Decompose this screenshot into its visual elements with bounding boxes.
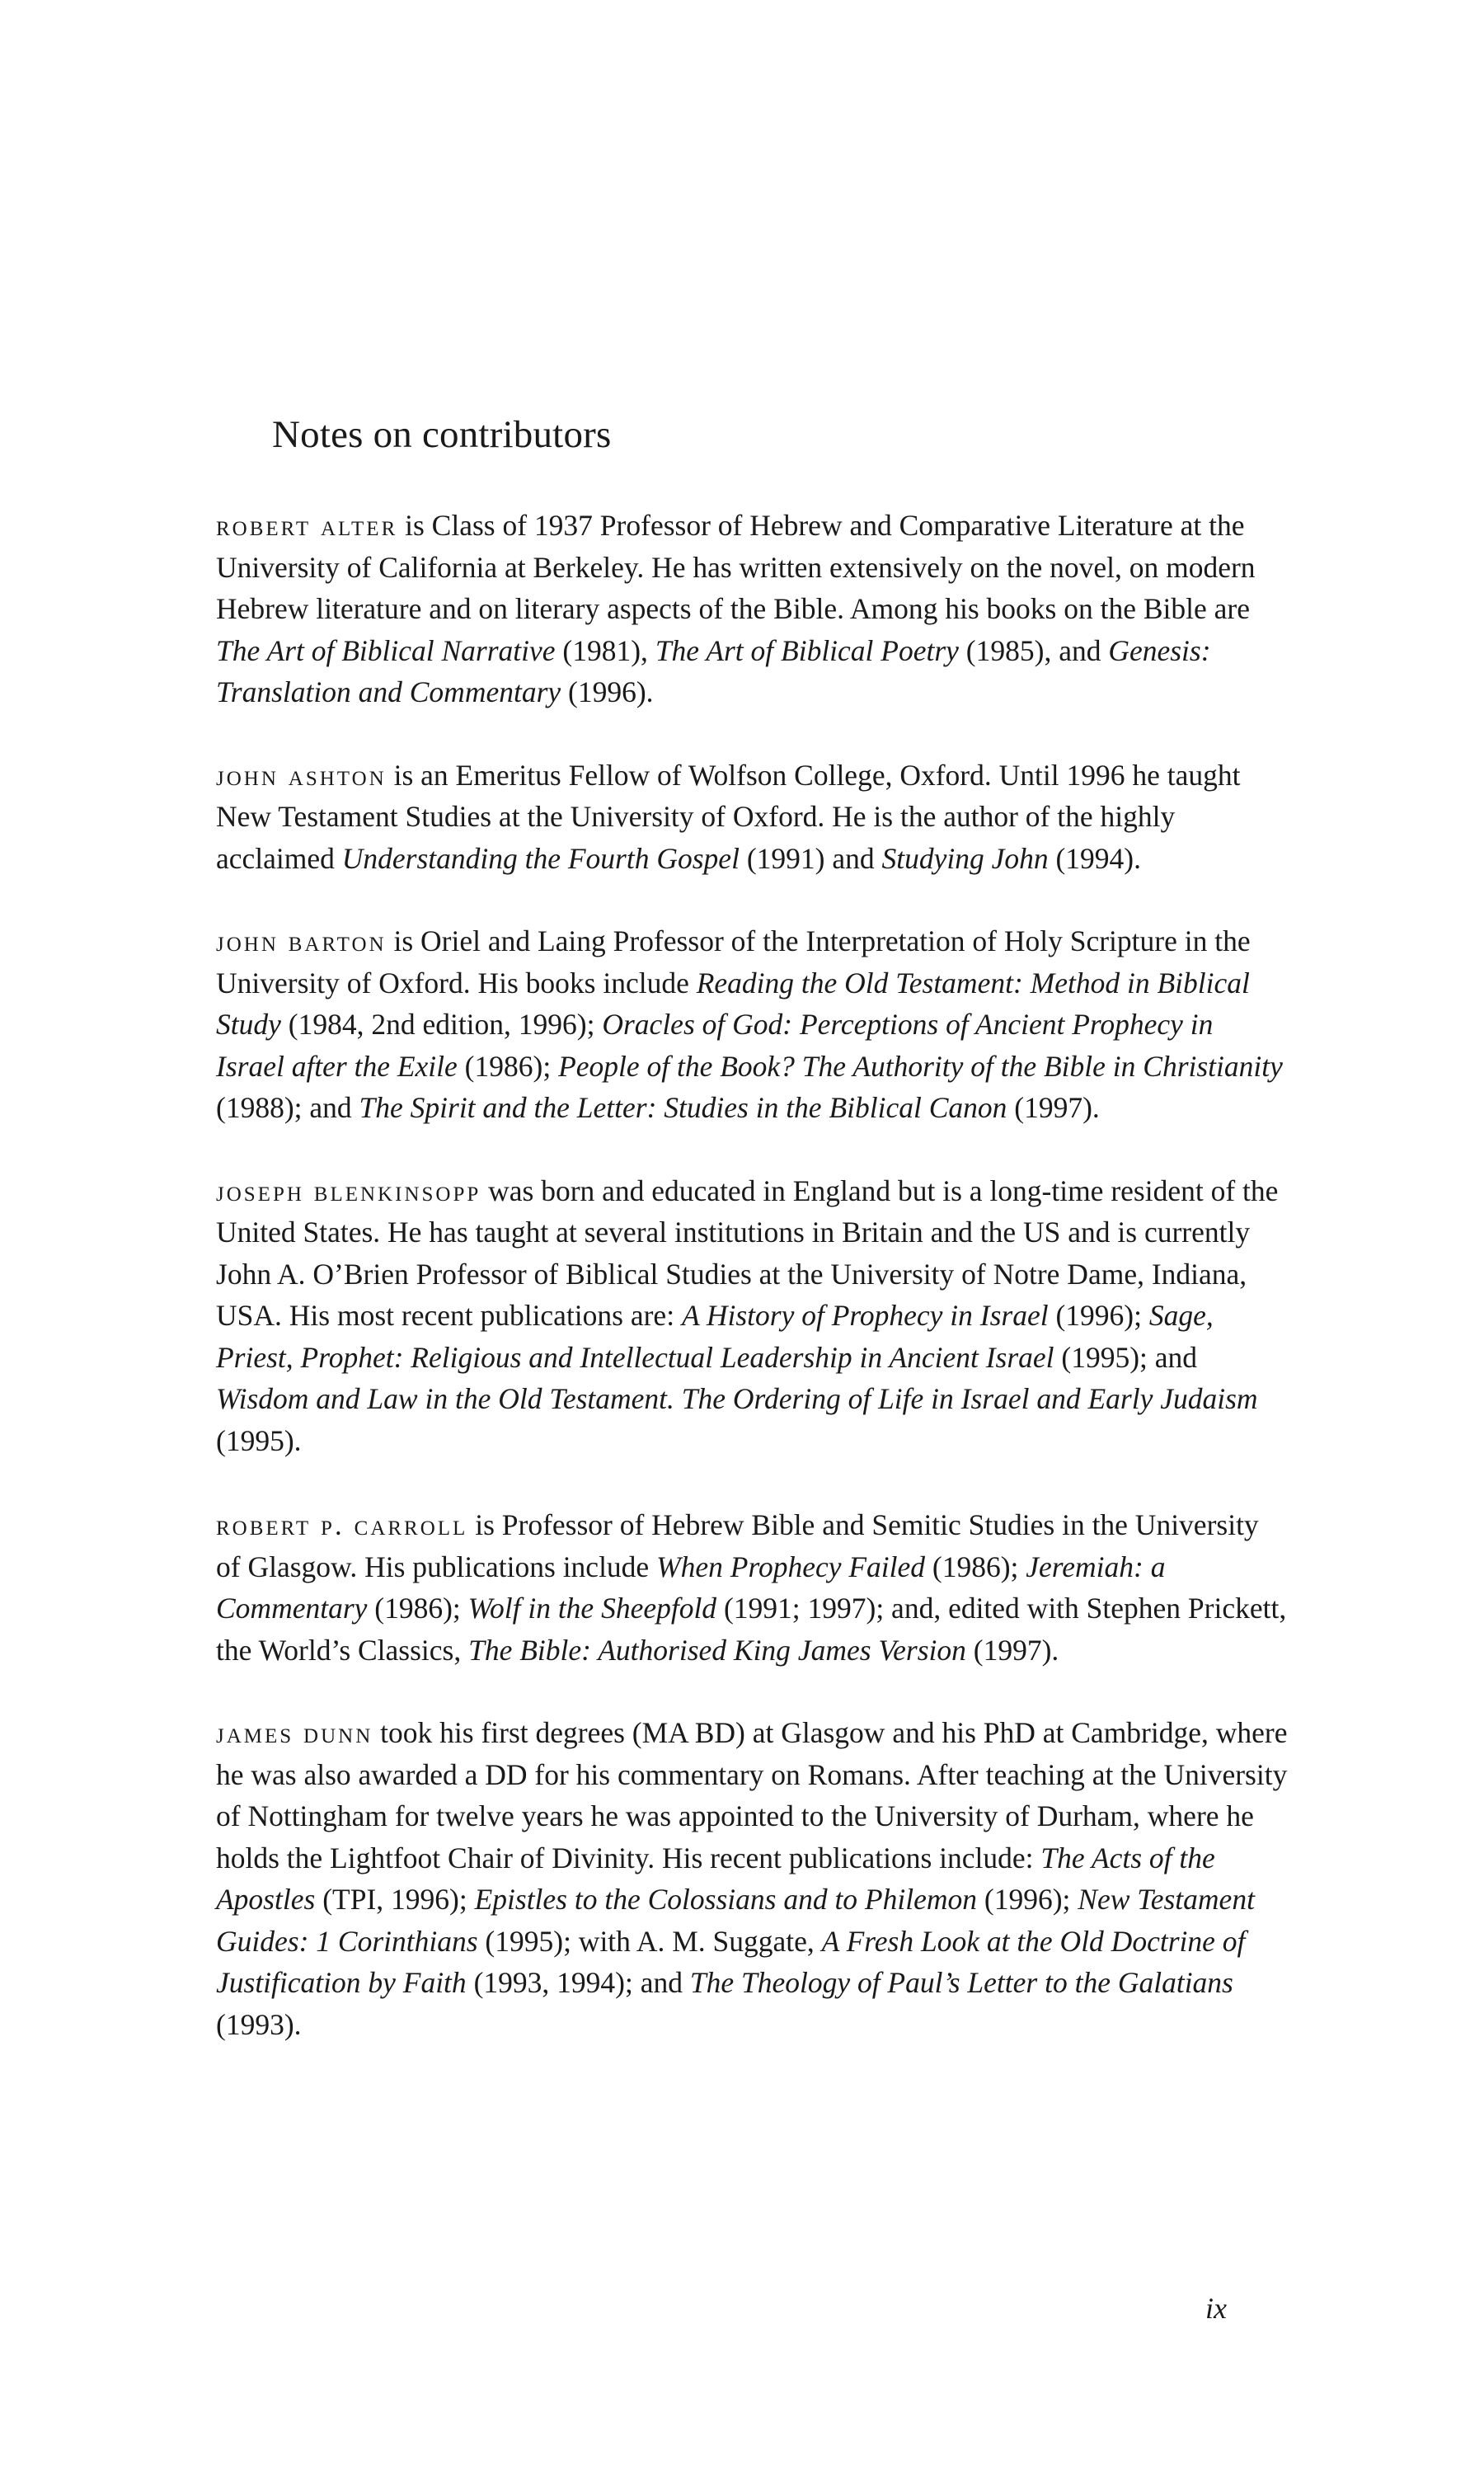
publication-title: A History of Prophecy in Israel — [681, 1299, 1049, 1332]
bio-text: (1997). — [1007, 1091, 1100, 1124]
contributor-name: robert p. carroll — [216, 1508, 468, 1541]
publication-title: Genesis: Translation and Commentary — [216, 633, 1211, 708]
bio-text: (1986); — [457, 1049, 559, 1083]
contributor-name: joseph blenkinsopp — [216, 1174, 481, 1207]
contributor-entry — [216, 755, 1288, 880]
contributor-name: john barton — [216, 924, 387, 957]
bio-text: (1986); — [367, 1592, 468, 1625]
contributor-name: james dunn — [216, 1716, 373, 1749]
publication-title: New Testament Guides: 1 Corinthians — [216, 1883, 1255, 1958]
bio-text: (1991) and — [739, 841, 882, 875]
bio-text: (1988); and — [216, 1091, 359, 1124]
bio-text: (1993, 1994); and — [466, 1966, 690, 1999]
contributor-entry — [216, 505, 1288, 713]
publication-title: The Art of Biblical Poetry — [655, 633, 959, 667]
bio-text: was born and educated in England but is a long-time resident of the United States. He has taught at several institutions in Britain and the US and is currently John A. O’Brien Professor of Biblical Studies at the University of Notre Dame, Indiana, USA. His most recent publications are: — [216, 1174, 1279, 1332]
contributor-name: john ashton — [216, 758, 387, 792]
bio-text: (1995); and — [1054, 1340, 1198, 1374]
page-title: Notes on contributors — [272, 413, 612, 456]
publication-title: People of the Book? The Authority of the Bible in Christianity — [558, 1049, 1283, 1083]
publication-title: The Art of Biblical Narrative — [216, 633, 556, 667]
bio-text: (1994). — [1048, 841, 1141, 875]
bio-text: (1986); — [925, 1550, 1026, 1583]
publication-title: The Theology of Paul’s Letter to the Galatians — [689, 1966, 1233, 1999]
contributor-entry — [216, 1712, 1288, 2045]
publication-title: Sage, Priest, Prophet: Religious and Intellectual Leadership in Ancient Israel — [216, 1299, 1214, 1374]
bio-text: (1984, 2nd edition, 1996); — [280, 1008, 603, 1041]
publication-title: The Bible: Authorised King James Version — [468, 1633, 966, 1667]
bio-text: (1996); — [977, 1883, 1078, 1916]
publication-title: The Spirit and the Letter: Studies in the Biblical Canon — [359, 1091, 1007, 1124]
publication-title: Oracles of God: Perceptions of Ancient Prophecy in Israel after the Exile — [216, 1008, 1214, 1083]
contributor-list — [216, 505, 1288, 2086]
bio-text: is Class of 1937 Professor of Hebrew and Comparative Literature at the University of California at Berkeley. He has written extensively on the novel, on modern Hebrew literature and on literary aspects of the Bible. Among his books on the Bible are — [216, 509, 1256, 625]
bio-text: is an Emeritus Fellow of Wolfson College, Oxford. Until 1996 he taught New Testament Studies at the University of Oxford. He is the author of the highly acclaimed — [216, 758, 1241, 875]
contributor-entry — [216, 1504, 1288, 1671]
publication-title: A Fresh Look at the Old Doctrine of Justification by Faith — [216, 1924, 1246, 1999]
contributor-name: robert alter — [216, 509, 398, 542]
bio-text: is Professor of Hebrew Bible and Semitic Studies in the University of Glasgow. His publications include — [216, 1508, 1259, 1583]
bio-text: (1993). — [216, 2007, 302, 2041]
bio-text: (1997). — [965, 1633, 1059, 1667]
publication-title: The Acts of the Apostles — [216, 1841, 1215, 1916]
publication-title: Wisdom and Law in the Old Testament. The Ordering of Life in Israel and Early Judaism — [216, 1382, 1258, 1415]
page-number: ix — [1205, 2292, 1227, 2325]
bio-text: (1996); — [1048, 1299, 1149, 1332]
bio-text: (1995). — [216, 1423, 302, 1457]
publication-title: Studying John — [881, 841, 1049, 875]
publication-title: Understanding the Fourth Gospel — [341, 841, 740, 875]
bio-text: (1985), and — [958, 633, 1109, 667]
publication-title: When Prophecy Failed — [656, 1550, 926, 1583]
bio-text: (1995); with A. M. Suggate, — [477, 1924, 822, 1958]
bio-text: (1981), — [555, 633, 655, 667]
publication-title: Wolf in the Sheepfold — [467, 1592, 717, 1625]
bio-text: (1991; 1997); and, edited with Stephen Prickett, the World’s Classics, — [216, 1592, 1287, 1667]
contributor-entry — [216, 1170, 1288, 1462]
bio-text: is Oriel and Laing Professor of the Interpretation of Holy Scripture in the University of Oxford. His books include — [216, 924, 1251, 999]
contributor-entry — [216, 920, 1288, 1129]
bio-text: took his first degrees (MA BD) at Glasgow and his PhD at Cambridge, where he was also awarded a DD for his commentary on Romans. After teaching at the University of Nottingham for twelve years he was appointed to the University of Durham, where he holds the Lightfoot Chair of Divinity. His recent publications include: — [216, 1716, 1288, 1874]
bio-text: (TPI, 1996); — [315, 1883, 475, 1916]
bio-text: (1996). — [561, 675, 654, 708]
publication-title: Jeremiah: a Commentary — [216, 1550, 1166, 1625]
publication-title: Epistles to the Colossians and to Philemon — [474, 1883, 977, 1916]
publication-title: Reading the Old Testament: Method in Biblical Study — [216, 966, 1250, 1041]
